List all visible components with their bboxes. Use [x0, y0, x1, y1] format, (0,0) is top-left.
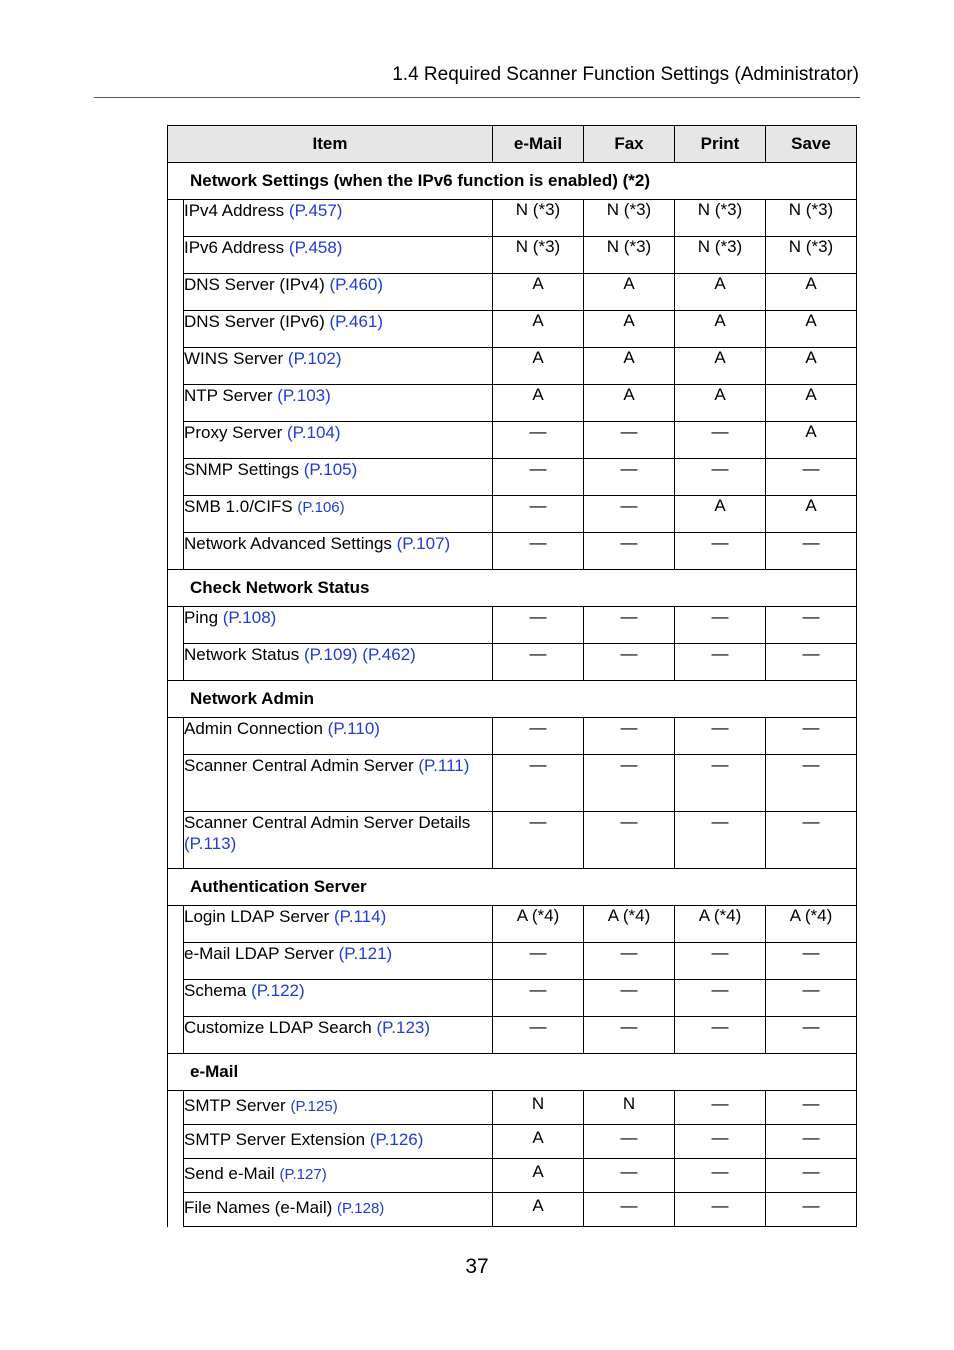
- value-cell: —: [766, 1193, 857, 1227]
- value-cell: —: [493, 459, 584, 496]
- value-cell: —: [675, 943, 766, 980]
- section-title: e-Mail: [168, 1054, 857, 1091]
- value-cell: —: [584, 718, 675, 755]
- item-name: Scanner Central Admin Server: [184, 756, 414, 775]
- indent-cell: [168, 348, 184, 385]
- value-cell: A: [493, 311, 584, 348]
- value-cell: A: [584, 274, 675, 311]
- value-cell: N: [584, 1091, 675, 1125]
- section-title: Authentication Server: [168, 869, 857, 906]
- indent-cell: [168, 1017, 184, 1054]
- value-cell: —: [675, 422, 766, 459]
- table-row: [168, 1193, 857, 1227]
- page-reference-link[interactable]: (P.458): [288, 238, 343, 257]
- value-cell: —: [675, 1193, 766, 1227]
- value-cell: —: [675, 718, 766, 755]
- value-cell: —: [493, 422, 584, 459]
- column-header-item: Item: [168, 126, 493, 163]
- value-cell: A: [766, 311, 857, 348]
- page-reference-link[interactable]: (P.113): [184, 834, 237, 853]
- value-cell: —: [675, 980, 766, 1017]
- value-cell: —: [493, 812, 584, 869]
- table-row: [168, 1091, 857, 1125]
- table-row: [168, 644, 857, 681]
- value-cell: —: [584, 422, 675, 459]
- item-name: SMB 1.0/CIFS: [184, 497, 293, 516]
- section-title: Check Network Status: [168, 570, 857, 607]
- value-cell: —: [493, 980, 584, 1017]
- page-number: 37: [465, 1255, 489, 1278]
- value-cell: —: [675, 1159, 766, 1193]
- item-name: SMTP Server Extension: [184, 1130, 366, 1149]
- item-name: Network Status: [184, 645, 300, 664]
- value-cell: A (*4): [675, 906, 766, 943]
- section-header-row: [168, 1054, 857, 1091]
- value-cell: A: [675, 274, 766, 311]
- value-cell: —: [584, 1159, 675, 1193]
- value-cell: —: [584, 980, 675, 1017]
- column-header-email: e-Mail: [493, 126, 584, 163]
- value-cell: N (*3): [766, 237, 857, 274]
- item-name: IPv6 Address: [184, 238, 285, 257]
- item-name: DNS Server (IPv4): [184, 275, 325, 294]
- item-name: Network Advanced Settings: [184, 534, 392, 553]
- value-cell: N (*3): [675, 200, 766, 237]
- value-cell: A: [675, 348, 766, 385]
- item-cell: [184, 1125, 493, 1159]
- value-cell: —: [584, 755, 675, 812]
- indent-cell: [168, 200, 184, 237]
- value-cell: —: [675, 812, 766, 869]
- value-cell: —: [675, 1091, 766, 1125]
- value-cell: —: [675, 533, 766, 570]
- value-cell: —: [493, 533, 584, 570]
- page-reference-link[interactable]: (P.457): [288, 201, 343, 220]
- item-name: IPv4 Address: [184, 201, 285, 220]
- indent-cell: [168, 385, 184, 422]
- table-row: [168, 755, 857, 812]
- item-cell: [184, 385, 493, 422]
- item-cell: [184, 348, 493, 385]
- item-cell: [184, 200, 493, 237]
- table-row: [168, 980, 857, 1017]
- table-row: [168, 906, 857, 943]
- item-cell: [184, 1091, 493, 1125]
- value-cell: —: [493, 718, 584, 755]
- value-cell: N (*3): [493, 237, 584, 274]
- value-cell: —: [766, 1159, 857, 1193]
- indent-cell: [168, 812, 184, 869]
- section-title: Network Admin: [168, 681, 857, 718]
- value-cell: —: [584, 533, 675, 570]
- value-cell: N (*3): [493, 200, 584, 237]
- value-cell: N: [493, 1091, 584, 1125]
- value-cell: —: [675, 459, 766, 496]
- table-row: [168, 200, 857, 237]
- item-cell: [184, 755, 493, 812]
- value-cell: A (*4): [766, 906, 857, 943]
- value-cell: —: [493, 755, 584, 812]
- indent-cell: [168, 906, 184, 943]
- value-cell: A: [493, 1193, 584, 1227]
- value-cell: —: [493, 644, 584, 681]
- value-cell: —: [584, 1017, 675, 1054]
- item-name: File Names (e-Mail): [184, 1198, 333, 1217]
- value-cell: A: [766, 348, 857, 385]
- item-name: NTP Server: [184, 386, 273, 405]
- indent-cell: [168, 459, 184, 496]
- header-divider: [94, 97, 860, 98]
- table-row: [168, 385, 857, 422]
- item-name: Scanner Central Admin Server Details: [184, 813, 471, 832]
- item-cell: [184, 459, 493, 496]
- column-header-fax: Fax: [584, 126, 675, 163]
- item-cell: [184, 644, 493, 681]
- indent-cell: [168, 980, 184, 1017]
- indent-cell: [168, 533, 184, 570]
- item-cell: [184, 812, 493, 869]
- indent-cell: [168, 755, 184, 812]
- page-reference-link[interactable]: (P.105): [303, 460, 358, 479]
- page-reference-link[interactable]: (P.103): [277, 386, 331, 405]
- value-cell: —: [675, 644, 766, 681]
- value-cell: —: [584, 1193, 675, 1227]
- column-header-save: Save: [766, 126, 857, 163]
- section-header-row: [168, 869, 857, 906]
- item-name: Admin Connection: [184, 719, 323, 738]
- item-name: Send e-Mail: [184, 1164, 275, 1183]
- value-cell: A: [766, 274, 857, 311]
- value-cell: A: [493, 348, 584, 385]
- value-cell: A: [584, 385, 675, 422]
- page-reference-link[interactable]: (P.108): [222, 608, 277, 627]
- page-reference-link[interactable]: (P.127): [279, 1166, 327, 1183]
- value-cell: —: [766, 533, 857, 570]
- indent-cell: [168, 274, 184, 311]
- value-cell: —: [493, 1017, 584, 1054]
- table-row: [168, 718, 857, 755]
- page-reference-link[interactable]: (P.102): [287, 349, 342, 368]
- value-cell: A: [493, 385, 584, 422]
- value-cell: A: [675, 496, 766, 533]
- value-cell: —: [766, 718, 857, 755]
- section-title: Network Settings (when the IPv6 function is enabled) (*2): [168, 163, 857, 200]
- item-cell: [184, 718, 493, 755]
- indent-cell: [168, 496, 184, 533]
- value-cell: A: [675, 311, 766, 348]
- value-cell: A: [766, 496, 857, 533]
- value-cell: A (*4): [584, 906, 675, 943]
- indent-cell: [168, 1159, 184, 1193]
- value-cell: —: [766, 980, 857, 1017]
- page-reference-link[interactable]: (P.460): [329, 275, 384, 294]
- item-name: SNMP Settings: [184, 460, 299, 479]
- indent-cell: [168, 237, 184, 274]
- settings-table: [167, 125, 857, 1227]
- table-row: [168, 459, 857, 496]
- table-body: [168, 163, 857, 1227]
- value-cell: N (*3): [584, 200, 675, 237]
- table-row: [168, 607, 857, 644]
- item-name: Customize LDAP Search: [184, 1018, 372, 1037]
- indent-cell: [168, 607, 184, 644]
- page-reference-link[interactable]: (P.125): [290, 1098, 338, 1115]
- item-name: SMTP Server: [184, 1096, 286, 1115]
- value-cell: —: [584, 1125, 675, 1159]
- value-cell: —: [766, 459, 857, 496]
- value-cell: A: [675, 385, 766, 422]
- page-reference-link[interactable]: (P.128): [337, 1200, 385, 1217]
- value-cell: —: [766, 1125, 857, 1159]
- item-cell: [184, 980, 493, 1017]
- page-reference-link[interactable]: (P.114): [333, 907, 387, 926]
- table-row: [168, 348, 857, 385]
- indent-cell: [168, 422, 184, 459]
- value-cell: A: [766, 385, 857, 422]
- value-cell: —: [675, 755, 766, 812]
- item-name: e-Mail LDAP Server: [184, 944, 334, 963]
- value-cell: —: [675, 607, 766, 644]
- item-cell: [184, 311, 493, 348]
- table-row: [168, 943, 857, 980]
- value-cell: A: [493, 274, 584, 311]
- item-cell: [184, 422, 493, 459]
- page-reference-link[interactable]: (P.106): [297, 499, 345, 516]
- page-header-title: 1.4 Required Scanner Function Settings (Administrator): [392, 64, 859, 85]
- value-cell: A: [493, 1125, 584, 1159]
- table-row: [168, 1159, 857, 1193]
- item-name: WINS Server: [184, 349, 284, 368]
- value-cell: —: [584, 459, 675, 496]
- value-cell: —: [766, 644, 857, 681]
- page-reference-link[interactable]: (P.122): [251, 981, 305, 1000]
- value-cell: —: [766, 1091, 857, 1125]
- page-reference-link[interactable]: (P.461): [329, 312, 384, 331]
- indent-cell: [168, 1125, 184, 1159]
- table-row: [168, 422, 857, 459]
- page-reference-link[interactable]: (P.104): [286, 423, 341, 442]
- item-cell: [184, 607, 493, 644]
- table-row: [168, 237, 857, 274]
- table-row: [168, 1017, 857, 1054]
- table-row: [168, 311, 857, 348]
- page-reference-link[interactable]: (P.121): [338, 944, 393, 963]
- value-cell: A: [584, 348, 675, 385]
- page-reference-link[interactable]: (P.107): [396, 534, 451, 553]
- table-row: [168, 1125, 857, 1159]
- indent-cell: [168, 1091, 184, 1125]
- page-reference-link[interactable]: (P.126): [369, 1130, 424, 1149]
- value-cell: —: [766, 943, 857, 980]
- item-cell: [184, 274, 493, 311]
- item-cell: [184, 1017, 493, 1054]
- indent-cell: [168, 718, 184, 755]
- value-cell: N (*3): [766, 200, 857, 237]
- item-name: Ping: [184, 608, 219, 627]
- item-name: Schema: [184, 981, 247, 1000]
- item-name: Login LDAP Server: [184, 907, 330, 926]
- value-cell: —: [584, 943, 675, 980]
- indent-cell: [168, 1193, 184, 1227]
- value-cell: —: [493, 943, 584, 980]
- item-name: DNS Server (IPv6): [184, 312, 325, 331]
- indent-cell: [168, 644, 184, 681]
- value-cell: A: [493, 1159, 584, 1193]
- value-cell: —: [584, 644, 675, 681]
- value-cell: —: [766, 812, 857, 869]
- indent-cell: [168, 311, 184, 348]
- value-cell: —: [584, 496, 675, 533]
- table-row: [168, 274, 857, 311]
- table-row: [168, 533, 857, 570]
- value-cell: N (*3): [584, 237, 675, 274]
- page-reference-link[interactable]: (P.110): [327, 719, 380, 738]
- item-cell: [184, 943, 493, 980]
- section-header-row: [168, 570, 857, 607]
- table-header-row: [168, 126, 857, 163]
- item-name: Proxy Server: [184, 423, 283, 442]
- page-reference-link[interactable]: (P.111): [418, 756, 470, 775]
- item-cell: [184, 496, 493, 533]
- value-cell: —: [584, 607, 675, 644]
- value-cell: —: [766, 607, 857, 644]
- table-row: [168, 496, 857, 533]
- item-cell: [184, 533, 493, 570]
- value-cell: —: [675, 1017, 766, 1054]
- value-cell: N (*3): [675, 237, 766, 274]
- value-cell: A: [584, 311, 675, 348]
- value-cell: —: [584, 812, 675, 869]
- value-cell: —: [493, 496, 584, 533]
- section-header-row: [168, 163, 857, 200]
- value-cell: —: [766, 755, 857, 812]
- item-cell: [184, 906, 493, 943]
- column-header-print: Print: [675, 126, 766, 163]
- item-cell: [184, 1193, 493, 1227]
- value-cell: A (*4): [493, 906, 584, 943]
- page-reference-link[interactable]: (P.109) (P.462): [304, 645, 416, 664]
- value-cell: —: [766, 1017, 857, 1054]
- value-cell: A: [766, 422, 857, 459]
- value-cell: —: [675, 1125, 766, 1159]
- page-reference-link[interactable]: (P.123): [376, 1018, 431, 1037]
- table-row: [168, 812, 857, 869]
- value-cell: —: [493, 607, 584, 644]
- item-cell: [184, 1159, 493, 1193]
- item-cell: [184, 237, 493, 274]
- section-header-row: [168, 681, 857, 718]
- indent-cell: [168, 943, 184, 980]
